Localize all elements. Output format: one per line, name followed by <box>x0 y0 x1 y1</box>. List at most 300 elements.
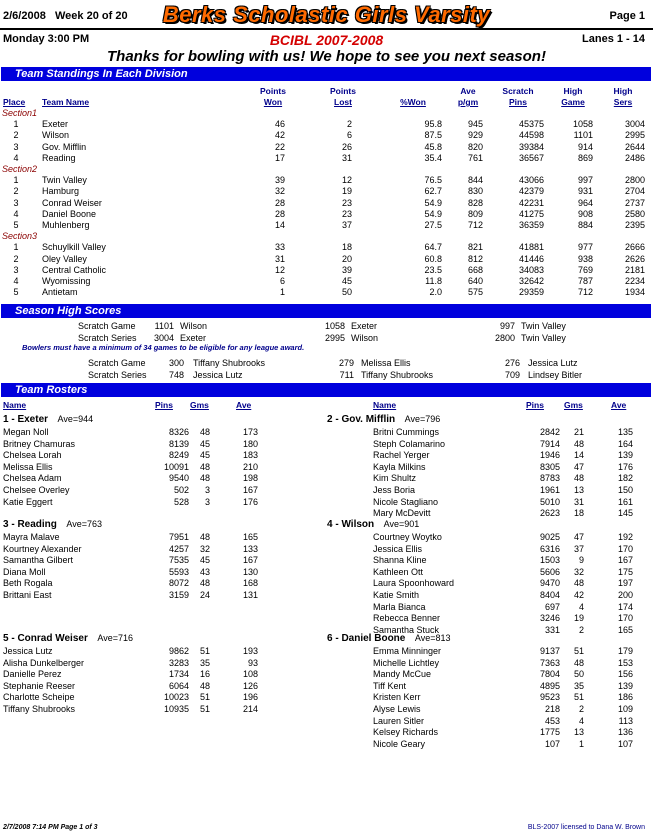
bowler-name: Kourtney Alexander <box>3 543 82 554</box>
bowler-games: 45 <box>199 555 210 566</box>
bowler-average: 175 <box>617 566 633 577</box>
team-average: Ave=813 <box>405 633 451 643</box>
bowler-name: Chelsee Overley <box>3 485 70 495</box>
column-header-pins2: Pins <box>509 97 527 107</box>
bowler-games: 13 <box>573 727 584 738</box>
standing-ave: 668 <box>467 264 483 275</box>
bowler-games: 48 <box>573 438 584 449</box>
high-score-bowler: Melissa Ellis <box>361 358 411 368</box>
page-number: Page 1 <box>609 10 645 22</box>
column-header-name: Name <box>3 400 27 410</box>
footer-license: BLS-2007 licensed to Dana W. Brown <box>527 824 645 831</box>
bowler-name: Melissa Ellis <box>3 461 53 472</box>
bowler-games: 37 <box>573 543 584 554</box>
bowler-pins: 5606 <box>539 566 560 577</box>
high-score-value: 711 <box>339 369 354 380</box>
standing-game: 884 <box>577 220 593 230</box>
standing-team: Oley Valley <box>42 253 87 264</box>
bowler-pins: 7914 <box>539 438 560 449</box>
standing-won: 32 <box>274 186 285 197</box>
standing-pct: 64.7 <box>424 242 442 253</box>
team-roster-title: 2 - Gov. Mifflin Ave=796 <box>327 414 441 425</box>
team-average: Ave=901 <box>374 519 420 529</box>
bowler-average: 107 <box>617 738 633 749</box>
high-score-team: Twin Valley <box>521 332 566 343</box>
bowler-pins: 9862 <box>168 646 189 656</box>
standing-lost: 37 <box>341 220 352 230</box>
bowler-name: Tiffany Shubrooks <box>3 704 76 714</box>
bowler-name: Tiff Kent <box>373 680 407 691</box>
bowler-average: 156 <box>617 669 633 680</box>
bowler-average: 183 <box>242 450 258 461</box>
standing-team: Central Catholic <box>42 264 107 275</box>
bowler-pins: 8783 <box>539 473 560 484</box>
column-header-pct: %Won <box>400 97 426 107</box>
bowler-games: 43 <box>199 566 210 577</box>
standing-lost: 26 <box>341 141 352 152</box>
standing-ave: 712 <box>467 220 483 230</box>
bowler-average: 170 <box>617 543 633 554</box>
bowler-games: 47 <box>573 461 584 472</box>
standing-won: 22 <box>274 141 285 152</box>
bowler-pins: 3159 <box>168 590 189 600</box>
day-time: Monday 3:00 PM <box>3 33 90 45</box>
bowler-name: Nicole Stagliano <box>373 496 439 507</box>
bowler-average: 179 <box>617 646 633 656</box>
team-average: Ave=716 <box>87 633 133 643</box>
standing-sers: 2666 <box>624 242 645 253</box>
bowler-average: 167 <box>617 555 633 566</box>
high-score-label: Scratch Game <box>88 358 146 368</box>
section-label: Section3 <box>2 231 38 242</box>
standing-lost: 6 <box>346 130 352 141</box>
bowler-pins: 8072 <box>168 578 189 589</box>
bowler-average: 131 <box>242 590 258 600</box>
standing-place: 4 <box>13 276 19 286</box>
standing-pins: 41275 <box>518 208 544 219</box>
standing-game: 938 <box>577 253 593 264</box>
league-title: Berks Scholastic Girls Varsity <box>162 2 491 27</box>
bowler-name: Katie Smith <box>373 590 420 600</box>
bowler-pins: 7951 <box>168 532 189 542</box>
column-header-ave: Ave <box>611 400 627 410</box>
bowler-name: Alisha Dunkelberger <box>3 657 85 668</box>
standing-sers: 2800 <box>624 175 645 186</box>
bowler-average: 176 <box>242 496 258 507</box>
standing-place: 4 <box>13 152 19 163</box>
bowler-average: 168 <box>242 578 258 589</box>
column-header-sers2: Sers <box>613 97 633 107</box>
standing-sers: 2644 <box>624 141 645 152</box>
bowler-average: 126 <box>242 680 258 691</box>
bowler-pins: 3246 <box>539 613 560 624</box>
bowler-games: 51 <box>573 646 584 656</box>
standing-team: Reading <box>42 152 76 163</box>
high-score-value: 2800 <box>494 332 515 343</box>
bowler-pins: 7363 <box>539 657 560 668</box>
bowler-average: 139 <box>617 450 633 461</box>
bowler-games: 50 <box>573 669 584 680</box>
high-score-bowler: Lindsey Bitler <box>528 369 583 380</box>
bowler-average: 210 <box>242 461 258 472</box>
high-score-bowler: Tiffany Shubrooks <box>193 358 266 368</box>
thanks-message: Thanks for bowling with us! We hope to see you next season! <box>107 48 546 65</box>
column-header-gms: Gms <box>190 400 209 410</box>
bowler-games: 35 <box>573 680 584 691</box>
bowler-average: 214 <box>242 704 258 714</box>
standing-team: Daniel Boone <box>42 208 97 219</box>
bowler-average: 165 <box>242 532 258 542</box>
standing-ave: 640 <box>467 276 483 286</box>
bowler-name: Mayra Malave <box>3 532 60 542</box>
standing-won: 31 <box>274 253 285 264</box>
bowler-pins: 9025 <box>539 532 560 542</box>
bowler-average: 167 <box>242 555 258 566</box>
bowler-games: 32 <box>573 566 584 577</box>
column-header-name: Name <box>373 400 397 410</box>
bowler-average: 161 <box>617 496 633 507</box>
bowler-average: 180 <box>242 438 258 449</box>
standing-sers: 2626 <box>624 253 645 264</box>
standing-pins: 39384 <box>518 141 544 152</box>
bowler-games: 45 <box>199 450 210 461</box>
team-average: Ave=796 <box>395 414 441 424</box>
bowler-pins: 2623 <box>539 508 560 519</box>
bowler-pins: 10023 <box>163 692 189 703</box>
bowler-name: Stephanie Reeser <box>3 680 76 691</box>
high-score-team: Exeter <box>180 332 207 343</box>
high-score-value: 279 <box>338 358 354 368</box>
bowler-pins: 6316 <box>539 543 560 554</box>
standing-place: 3 <box>13 264 19 275</box>
standing-lost: 20 <box>341 253 352 264</box>
standing-sers: 2580 <box>624 208 645 219</box>
bowler-name: Lauren Sitler <box>373 715 425 726</box>
standing-lost: 50 <box>341 287 352 298</box>
standing-game: 1058 <box>572 119 593 130</box>
high-score-value: 276 <box>504 358 520 368</box>
standing-sers: 2704 <box>624 186 645 197</box>
bowler-name: Shanna Kline <box>373 555 427 566</box>
standing-pins: 42379 <box>518 186 544 197</box>
standing-team: Wilson <box>42 130 70 141</box>
bowler-average: 176 <box>617 461 633 472</box>
header-rule <box>0 28 653 30</box>
bowler-pins: 4257 <box>168 543 189 554</box>
bowler-name: Samantha Stuck <box>373 624 440 635</box>
high-score-value: 2995 <box>324 332 345 343</box>
bowler-average: 174 <box>617 601 633 612</box>
bowler-pins: 1961 <box>539 485 560 495</box>
standing-pins: 45375 <box>518 119 544 130</box>
bowler-average: 108 <box>242 669 258 680</box>
bowler-name: Kathleen Ott <box>373 566 424 577</box>
bowler-name: Kayla Milkins <box>373 461 426 472</box>
bowler-name: Kelsey Richards <box>373 727 439 738</box>
standing-lost: 2 <box>346 119 352 130</box>
bowler-pins: 218 <box>544 704 560 714</box>
bowler-average: 150 <box>617 485 633 495</box>
standing-place: 1 <box>13 119 19 130</box>
column-header-place: Place <box>3 97 26 107</box>
standing-game: 769 <box>577 264 593 275</box>
standing-sers: 3004 <box>624 119 645 130</box>
high-score-team: Twin Valley <box>521 321 566 331</box>
high-score-value: 709 <box>504 369 520 380</box>
column-header-pins: Pins <box>155 400 173 410</box>
bowler-pins: 9470 <box>539 578 560 589</box>
standing-pct: 62.7 <box>424 186 442 197</box>
bowler-pins: 697 <box>544 601 560 612</box>
bowler-games: 48 <box>573 657 584 668</box>
standing-lost: 18 <box>341 242 352 253</box>
rosters-bar: Team Rosters <box>1 383 651 397</box>
column-header-team: Team Name <box>42 97 90 107</box>
bowler-name: Samantha Gilbert <box>3 555 74 566</box>
bowler-games: 48 <box>199 680 210 691</box>
standing-ave: 844 <box>467 175 483 186</box>
high-score-label: Scratch Series <box>78 332 137 343</box>
bowler-games: 2 <box>578 704 584 714</box>
standing-pct: 45.8 <box>424 141 442 152</box>
standing-game: 712 <box>577 287 593 298</box>
bowler-name: Rachel Yerger <box>373 450 430 461</box>
standing-ave: 809 <box>467 208 483 219</box>
standing-game: 931 <box>577 186 593 197</box>
bowler-pins: 9137 <box>539 646 560 656</box>
bowler-games: 4 <box>578 715 584 726</box>
column-header-pins1: Scratch <box>502 86 534 96</box>
standing-pct: 11.8 <box>425 276 442 286</box>
standing-sers: 2395 <box>624 220 645 230</box>
standing-place: 2 <box>13 186 19 197</box>
bowler-average: 193 <box>242 646 258 656</box>
column-header-lost2: Lost <box>334 97 352 107</box>
bowler-name: Chelsea Lorah <box>3 450 62 461</box>
standing-lost: 19 <box>341 186 352 197</box>
standing-game: 1101 <box>573 130 593 141</box>
bowler-average: 165 <box>617 624 633 635</box>
standing-lost: 45 <box>341 276 352 286</box>
bowler-name: Danielle Perez <box>3 669 62 680</box>
standing-lost: 12 <box>341 175 352 186</box>
standing-lost: 23 <box>341 197 352 208</box>
standing-won: 39 <box>274 175 285 186</box>
column-header-ave: Ave <box>236 400 252 410</box>
standing-lost: 39 <box>341 264 352 275</box>
standing-game: 997 <box>577 175 593 186</box>
standing-sers: 2995 <box>624 130 645 141</box>
bowler-name: Megan Noll <box>3 427 49 437</box>
bowler-games: 42 <box>573 590 584 600</box>
league-code: BCIBL 2007-2008 <box>269 32 384 48</box>
section-label: Section1 <box>2 108 38 118</box>
high-score-value: 997 <box>499 321 515 331</box>
standing-place: 2 <box>13 130 19 141</box>
standing-place: 3 <box>13 141 19 152</box>
standing-pct: 87.5 <box>424 130 442 141</box>
team-roster-title: 3 - Reading Ave=763 <box>3 519 103 530</box>
standing-pins: 43066 <box>518 175 544 186</box>
standing-sers: 1934 <box>624 287 645 298</box>
bowler-games: 18 <box>573 508 584 519</box>
bowler-pins: 10091 <box>163 461 189 472</box>
high-score-bowler: Jessica Lutz <box>528 358 578 368</box>
bowler-games: 48 <box>573 578 584 589</box>
standing-team: Gov. Mifflin <box>42 141 87 152</box>
standing-team: Exeter <box>42 119 69 130</box>
bowler-name: Katie Eggert <box>3 496 53 507</box>
bowler-pins: 3283 <box>168 657 189 668</box>
bowler-pins: 2842 <box>539 427 560 437</box>
report-week: Week 20 of 20 <box>55 10 128 22</box>
bowler-games: 47 <box>573 532 584 542</box>
bowler-name: Kim Shultz <box>373 473 417 484</box>
bowler-games: 1 <box>578 738 584 749</box>
bowler-pins: 107 <box>544 738 560 749</box>
column-header-won2: Won <box>263 97 283 107</box>
bowler-pins: 9540 <box>168 473 189 484</box>
bowler-average: 130 <box>242 566 258 577</box>
standing-pct: 54.9 <box>424 208 442 219</box>
bowler-name: Alyse Lewis <box>373 704 421 714</box>
high-score-label: Scratch Series <box>88 369 147 380</box>
bowler-games: 2 <box>578 624 584 635</box>
bowler-pins: 528 <box>173 496 189 507</box>
team-roster-title: 4 - Wilson Ave=901 <box>327 519 420 530</box>
bowler-average: 200 <box>617 590 633 600</box>
bowler-average: 164 <box>617 438 633 449</box>
high-score-value: 1058 <box>324 321 345 331</box>
column-header-pins: Pins <box>526 400 544 410</box>
standing-pins: 36567 <box>518 152 544 163</box>
bowler-games: 4 <box>578 601 584 612</box>
bowler-name: Jessica Lutz <box>3 646 53 656</box>
bowler-name: Mary McDevitt <box>373 508 431 519</box>
standing-won: 33 <box>274 242 285 253</box>
column-header-sers1: High <box>613 86 633 96</box>
bowler-pins: 331 <box>544 624 560 635</box>
standing-ave: 828 <box>467 197 483 208</box>
standing-game: 869 <box>577 152 593 163</box>
bowler-name: Brittani East <box>3 590 52 600</box>
standing-won: 17 <box>274 152 285 163</box>
team-average: Ave=944 <box>48 414 94 424</box>
bowler-name: Jess Boria <box>373 485 416 495</box>
bowler-pins: 10935 <box>163 704 189 714</box>
bowler-name: Charlotte Scheipe <box>3 692 75 703</box>
standing-place: 3 <box>13 197 19 208</box>
standing-pct: 60.8 <box>424 253 442 264</box>
bowler-name: Chelsea Adam <box>3 473 62 484</box>
bowler-average: 139 <box>617 680 633 691</box>
bowler-name: Courtney Woytko <box>373 532 442 542</box>
bowler-pins: 9523 <box>539 692 560 703</box>
standing-pins: 32642 <box>518 276 544 286</box>
report-date: 2/6/2008 <box>3 10 46 22</box>
bowler-name: Britni Cummings <box>373 427 440 437</box>
bowler-games: 48 <box>199 461 210 472</box>
bowler-name: Diana Moll <box>3 566 46 577</box>
standing-pins: 29359 <box>518 287 544 298</box>
high-score-team: Wilson <box>180 321 208 331</box>
standing-lost: 31 <box>341 152 352 163</box>
team-roster-title: 5 - Conrad Weiser Ave=716 <box>3 633 133 644</box>
bowler-average: 135 <box>617 427 633 437</box>
bowler-games: 45 <box>199 438 210 449</box>
column-header-lost1: Points <box>330 86 356 96</box>
bowler-games: 51 <box>199 646 210 656</box>
standing-ave: 761 <box>467 152 483 163</box>
bowler-pins: 453 <box>544 715 560 726</box>
high-score-bowler: Jessica Lutz <box>193 369 243 380</box>
bowler-pins: 8249 <box>168 450 189 461</box>
bowler-games: 21 <box>573 427 584 437</box>
standing-won: 14 <box>274 220 285 230</box>
standing-pins: 42231 <box>518 197 544 208</box>
standing-won: 28 <box>274 197 285 208</box>
bowler-games: 51 <box>199 692 210 703</box>
bowler-games: 13 <box>573 485 584 495</box>
standing-ave: 929 <box>467 130 483 141</box>
bowler-pins: 1946 <box>539 450 560 461</box>
standing-ave: 830 <box>467 186 483 197</box>
bowler-name: Michelle Lichtley <box>373 657 440 668</box>
standing-team: Twin Valley <box>42 175 87 186</box>
bowler-name: Britney Chamuras <box>3 438 76 449</box>
column-header-won1: Points <box>260 86 286 96</box>
bowler-pins: 1775 <box>539 727 560 738</box>
bowler-pins: 5593 <box>168 566 189 577</box>
bowler-pins: 1503 <box>539 555 560 566</box>
standing-place: 2 <box>13 253 19 264</box>
bowler-name: Nicole Geary <box>373 738 426 749</box>
high-score-team: Exeter <box>351 321 378 331</box>
bowler-games: 51 <box>573 692 584 703</box>
bowler-games: 35 <box>199 657 210 668</box>
standing-pct: 76.5 <box>424 175 442 186</box>
standing-pins: 34083 <box>518 264 544 275</box>
bowler-name: Rebecca Benner <box>373 613 441 624</box>
standing-ave: 821 <box>467 242 483 253</box>
standing-pins: 41881 <box>518 242 544 253</box>
high-score-value: 300 <box>168 358 184 368</box>
standing-won: 1 <box>279 287 285 298</box>
high-score-value: 748 <box>168 369 184 380</box>
standing-pins: 36359 <box>518 220 544 230</box>
bowler-name: Jessica Ellis <box>373 543 423 554</box>
bowler-pins: 8305 <box>539 461 560 472</box>
high-score-label: Scratch Game <box>78 321 136 331</box>
standing-sers: 2737 <box>624 197 645 208</box>
standing-pct: 2.0 <box>429 287 442 298</box>
standing-ave: 575 <box>467 287 483 298</box>
standing-pins: 44598 <box>518 130 544 141</box>
bowler-games: 9 <box>578 555 584 566</box>
bowler-games: 31 <box>573 496 584 507</box>
standing-team: Muhlenberg <box>42 220 90 230</box>
high-score-bowler: Tiffany Shubrooks <box>361 369 434 380</box>
bowler-name: Emma Minninger <box>373 646 442 656</box>
standing-won: 28 <box>274 208 285 219</box>
bowler-name: Marla Bianca <box>373 601 426 612</box>
bowler-name: Steph Colamarino <box>373 438 446 449</box>
bowler-average: 198 <box>242 473 258 484</box>
standing-won: 42 <box>274 130 285 141</box>
bowler-games: 24 <box>199 590 210 600</box>
bowler-games: 3 <box>204 496 210 507</box>
bowler-name: Kristen Kerr <box>373 692 421 703</box>
